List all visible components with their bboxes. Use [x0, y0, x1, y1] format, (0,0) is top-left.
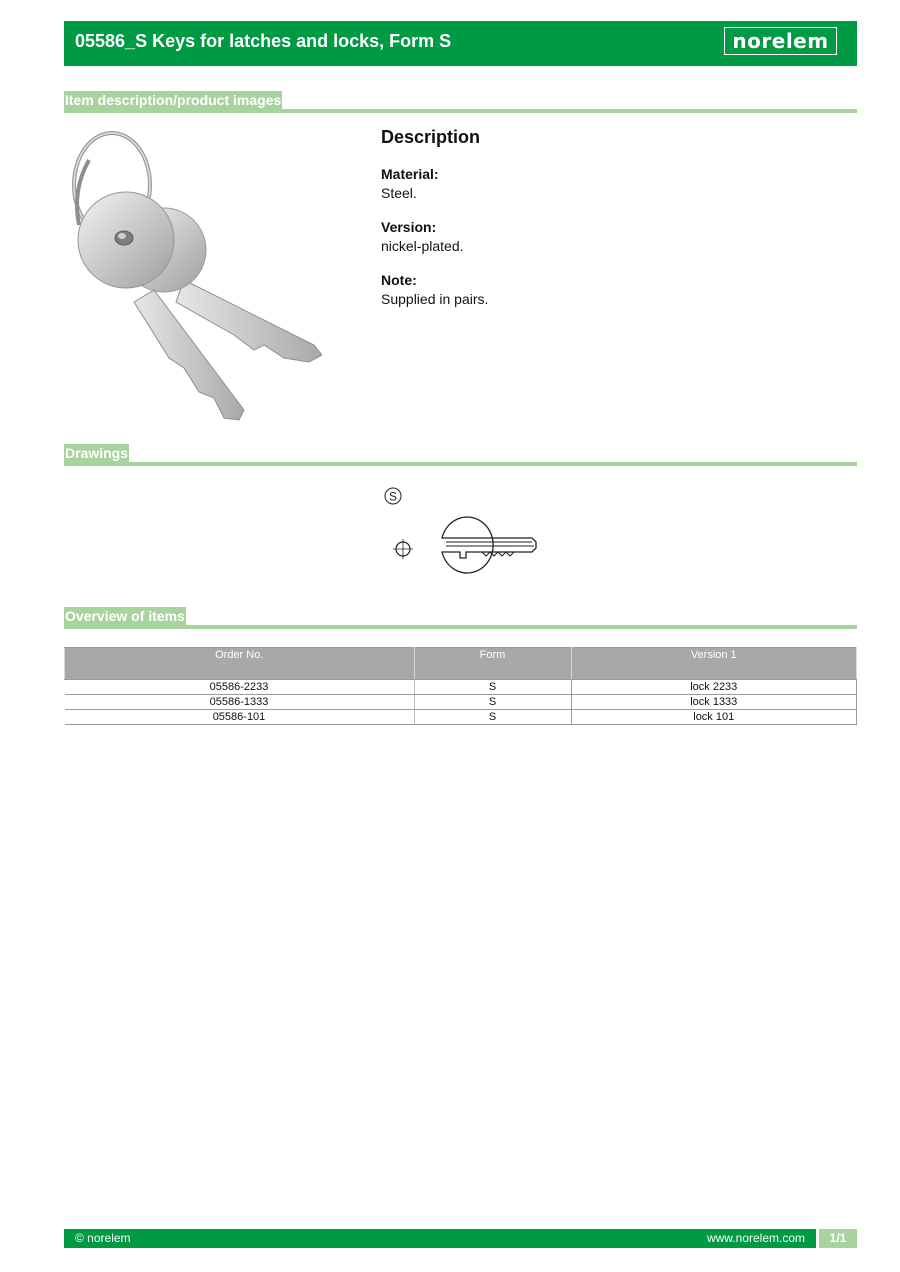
material-value: Steel. — [381, 185, 417, 201]
note-value: Supplied in pairs. — [381, 291, 489, 307]
description-panel — [381, 128, 851, 324]
form-marker: S — [388, 489, 398, 504]
version-cell: lock 101 — [571, 710, 857, 725]
section-divider — [64, 462, 857, 466]
description-title: Description — [381, 127, 481, 147]
order-no-cell: 05586-2233 — [65, 680, 415, 695]
page-footer — [64, 1229, 857, 1248]
key-technical-drawing-icon — [382, 486, 542, 586]
footer-copyright: © norelem — [75, 1231, 131, 1245]
material-label: Material: — [381, 166, 439, 182]
order-no-cell: 05586-1333 — [65, 695, 415, 710]
items-table — [64, 647, 857, 725]
section-title-overview: Overview of items — [64, 607, 186, 627]
column-header-form[interactable]: Form — [414, 648, 571, 680]
version-cell: lock 1333 — [571, 695, 857, 710]
norelem-logo[interactable]: norelem — [724, 27, 837, 55]
keys-on-ring-photo — [64, 130, 322, 422]
form-cell: S — [414, 695, 571, 710]
note-label: Note: — [381, 272, 417, 288]
column-header-order-no[interactable]: Order No. — [65, 648, 415, 680]
form-cell: S — [414, 680, 571, 695]
section-item-description — [64, 91, 857, 115]
page-number: 1/1 — [819, 1229, 857, 1248]
column-header-version-1[interactable]: Version 1 — [571, 648, 857, 680]
footer-bar — [64, 1229, 816, 1248]
version-label: Version: — [381, 219, 437, 235]
table-row[interactable] — [65, 680, 857, 695]
table-header-row — [65, 648, 857, 680]
page-title: 05586_S Keys for latches and locks, Form S — [75, 31, 452, 51]
order-no-cell: 05586-101 — [65, 710, 415, 725]
table-row[interactable] — [65, 710, 857, 725]
section-overview — [64, 607, 857, 631]
table-row[interactable] — [65, 695, 857, 710]
version-value: nickel-plated. — [381, 238, 464, 254]
section-drawings — [64, 444, 857, 468]
page-header — [64, 21, 857, 66]
form-cell: S — [414, 710, 571, 725]
version-cell: lock 2233 — [571, 680, 857, 695]
section-title-item-description: Item description/product images — [64, 91, 282, 111]
section-title-drawings: Drawings — [64, 444, 129, 464]
footer-website-link[interactable]: www.norelem.com — [706, 1231, 805, 1245]
